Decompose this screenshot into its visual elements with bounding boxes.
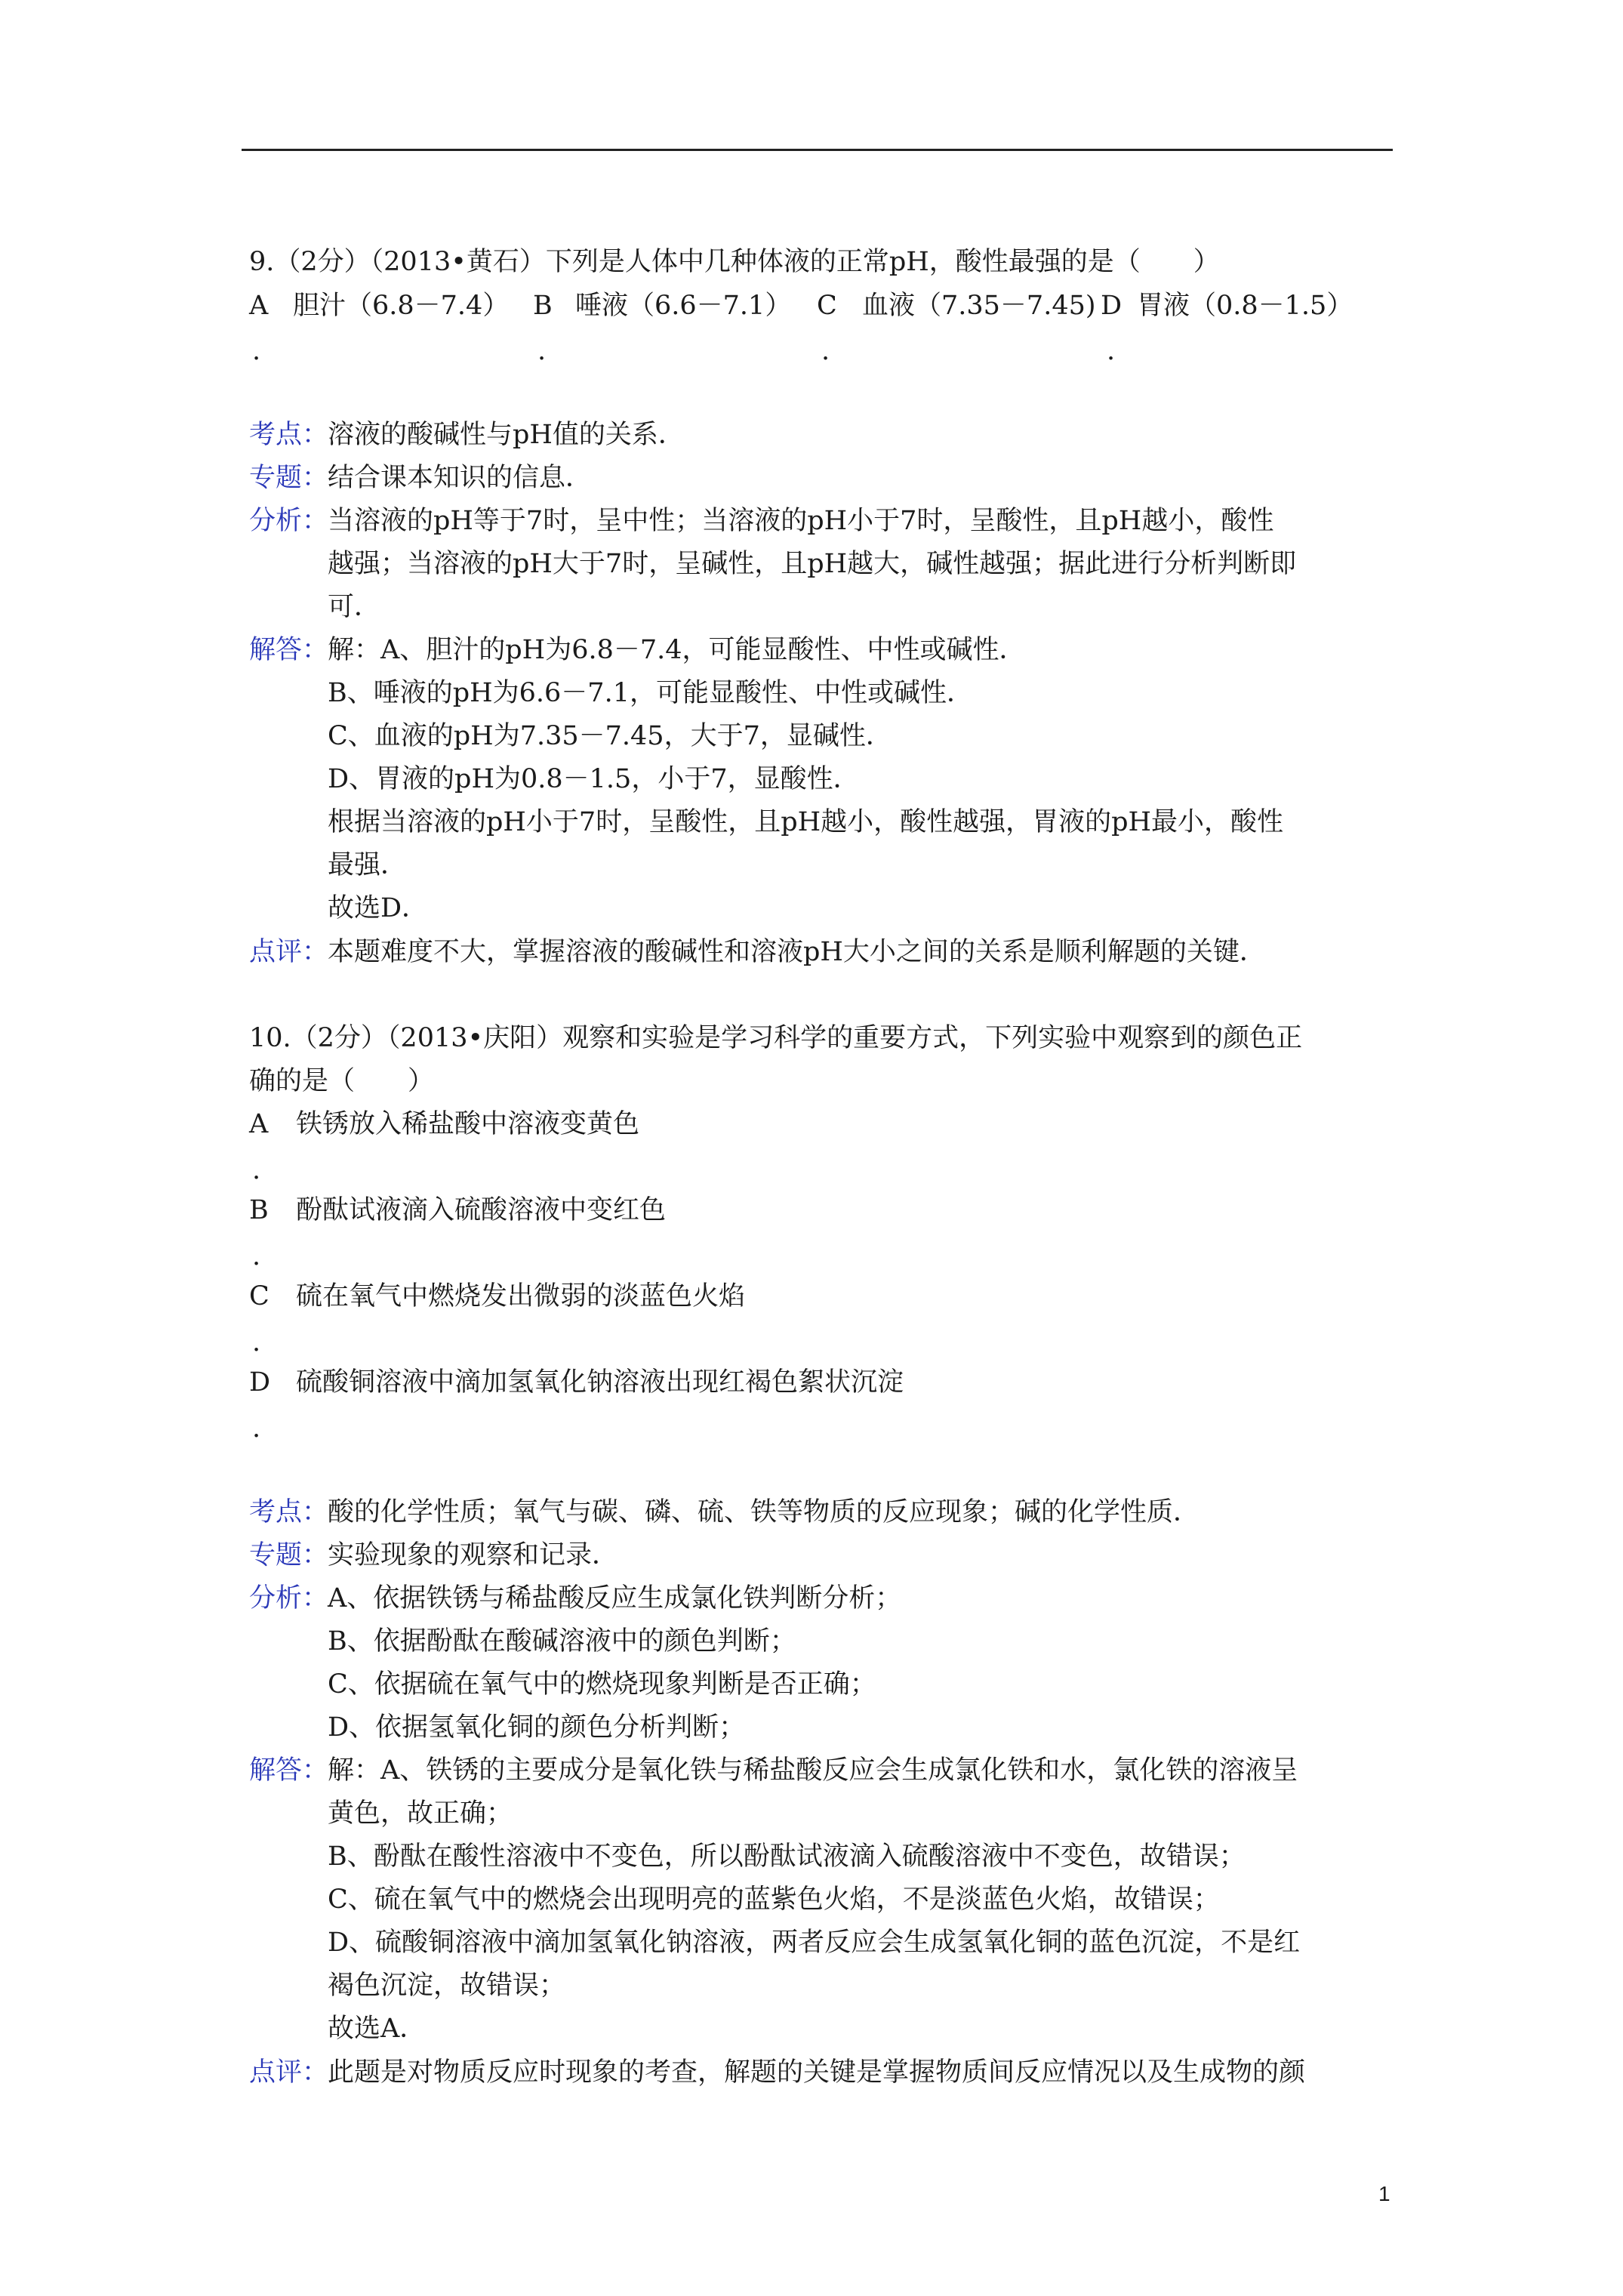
q9-option-b-letter: B [533,291,553,321]
q9-fenxi-line-1: 当溶液的pH等于7时，呈中性；当溶液的pH小于7时，呈酸性，且pH越小，酸性 [328,506,1274,536]
q10-fenxi-line-3: C、依据硫在氧气中的燃烧现象判断是否正确； [328,1669,876,1700]
q9-option-a-letter: A [249,291,269,321]
q9-option-c-dot: . [821,336,830,366]
q9-jieda-line-4: D、胃液的pH为0.8－1.5，小于7，显酸性． [328,764,860,794]
q10-dianping-text: 此题是对物质反应时现象的考查，解题的关键是掌握物质间反应情况以及生成物的颜 [328,2057,1306,2088]
q10-option-a-dot: . [252,1155,261,1185]
q10-option-a-text: 铁锈放入稀盐酸中溶液变黄色 [296,1109,640,1139]
q9-fenxi-label: 分析： [249,506,329,536]
q10-jieda-line-3: B、酚酞在酸性溶液中不变色，所以酚酞试液滴入硫酸溶液中不变色，故错误； [328,1841,1246,1872]
q9-option-b-text: 唾液（6.6－7.1） [575,291,792,321]
q10-jieda-line-4: C、硫在氧气中的燃烧会出现明亮的蓝紫色火焰，不是淡蓝色火焰，故错误； [328,1885,1220,1915]
q10-zhuanti-text: 实验现象的观察和记录． [328,1540,619,1570]
q10-kaodian-label: 考点： [249,1497,329,1527]
q9-option-c-letter: C [817,291,837,321]
q10-option-d-text: 硫酸铜溶液中滴加氢氧化钠溶液出现红褐色絮状沉淀 [296,1367,904,1398]
q9-option-a-text: 胆汁（6.8－7.4） [293,291,510,321]
q9-jieda-line-3: C、血液的pH为7.35－7.45，大于7，显碱性． [328,721,892,751]
q10-stem-line-2: 确的是（ ） [249,1066,435,1096]
q9-stem: 9.（2分）（2013•黄石）下列是人体中几种体液的正常pH，酸性最强的是（ ） [249,247,1220,277]
q10-jieda-label: 解答： [249,1755,329,1786]
q10-option-c-letter: C [249,1281,269,1311]
q9-jieda-line-2: B、唾液的pH为6.6－7.1，可能显酸性、中性或碱性． [328,678,973,708]
q10-jieda-line-7: 故选A． [328,2014,427,2044]
q10-option-a-letter: A [249,1109,269,1139]
q10-stem-line-1: 10.（2分）（2013•庆阳）观察和实验是学习科学的重要方式，下列实验中观察到的颜色正 [249,1023,1303,1053]
q9-option-d-letter: D [1101,291,1123,321]
q10-kaodian-text: 酸的化学性质；氧气与碳、磷、硫、铁等物质的反应现象；碱的化学性质． [328,1497,1200,1527]
q9-dianping-label: 点评： [249,937,329,967]
q10-jieda-line-5: D、硫酸铜溶液中滴加氢氧化钠溶液，两者反应会生成氢氧化铜的蓝色沉淀，不是红 [328,1928,1301,1958]
q10-option-c-dot: . [252,1327,261,1358]
q9-option-a-dot: . [252,336,261,366]
q9-option-b-dot: . [537,336,547,366]
q10-option-c-text: 硫在氧气中燃烧发出微弱的淡蓝色火焰 [296,1281,746,1311]
q9-jieda-label: 解答： [249,635,329,665]
q10-fenxi-line-1: A、依据铁锈与稀盐酸反应生成氯化铁判断分析； [328,1583,902,1613]
q9-jieda-line-5: 根据当溶液的pH小于7时，呈酸性，且pH越小，酸性越强，胃液的pH最小，酸性 [328,807,1284,837]
q10-option-b-dot: . [252,1241,261,1271]
q9-jieda-line-1: 解：A、胆汁的pH为6.8－7.4，可能显酸性、中性或碱性． [328,635,1026,665]
q9-fenxi-line-2: 越强；当溶液的pH大于7时，呈碱性，且pH越大，碱性越强；据此进行分析判断即 [328,549,1297,579]
q10-dianping-label: 点评： [249,2057,329,2088]
q9-fenxi-line-3: 可． [328,592,381,622]
q9-zhuanti-label: 专题： [249,463,329,493]
q9-jieda-line-6: 最强． [328,850,408,880]
q10-jieda-line-2: 黄色，故正确； [328,1798,513,1829]
header-rule [242,149,1393,151]
q10-option-d-letter: D [249,1367,271,1398]
q10-zhuanti-label: 专题： [249,1540,329,1570]
q10-fenxi-label: 分析： [249,1583,329,1613]
q10-jieda-line-6: 褐色沉淀，故错误； [328,1971,566,2001]
q10-option-d-dot: . [252,1413,261,1444]
q10-fenxi-line-2: B、依据酚酞在酸碱溶液中的颜色判断； [328,1626,796,1657]
q9-zhuanti-text: 结合课本知识的信息． [328,463,593,493]
q10-jieda-line-1: 解：A、铁锈的主要成分是氧化铁与稀盐酸反应会生成氯化铁和水，氯化铁的溶液呈 [328,1755,1298,1786]
q9-option-d-text: 胃液（0.8－1.5） [1137,291,1354,321]
q9-option-d-dot: . [1107,336,1116,366]
q9-kaodian-label: 考点： [249,420,329,450]
q9-dianping-text: 本题难度不大，掌握溶液的酸碱性和溶液pH大小之间的关系是顺利解题的关键． [328,937,1266,967]
q10-fenxi-line-4: D、依据氢氧化铜的颜色分析判断； [328,1712,746,1743]
q9-kaodian-text: 溶液的酸碱性与pH值的关系． [328,420,685,450]
q10-option-b-letter: B [249,1195,269,1225]
page-number: 1 [1378,2182,1390,2205]
q9-jieda-line-7: 故选D． [328,893,429,923]
q9-option-c-text: 血液（7.35－7.45) [862,291,1096,321]
q10-option-b-text: 酚酞试液滴入硫酸溶液中变红色 [296,1195,667,1225]
